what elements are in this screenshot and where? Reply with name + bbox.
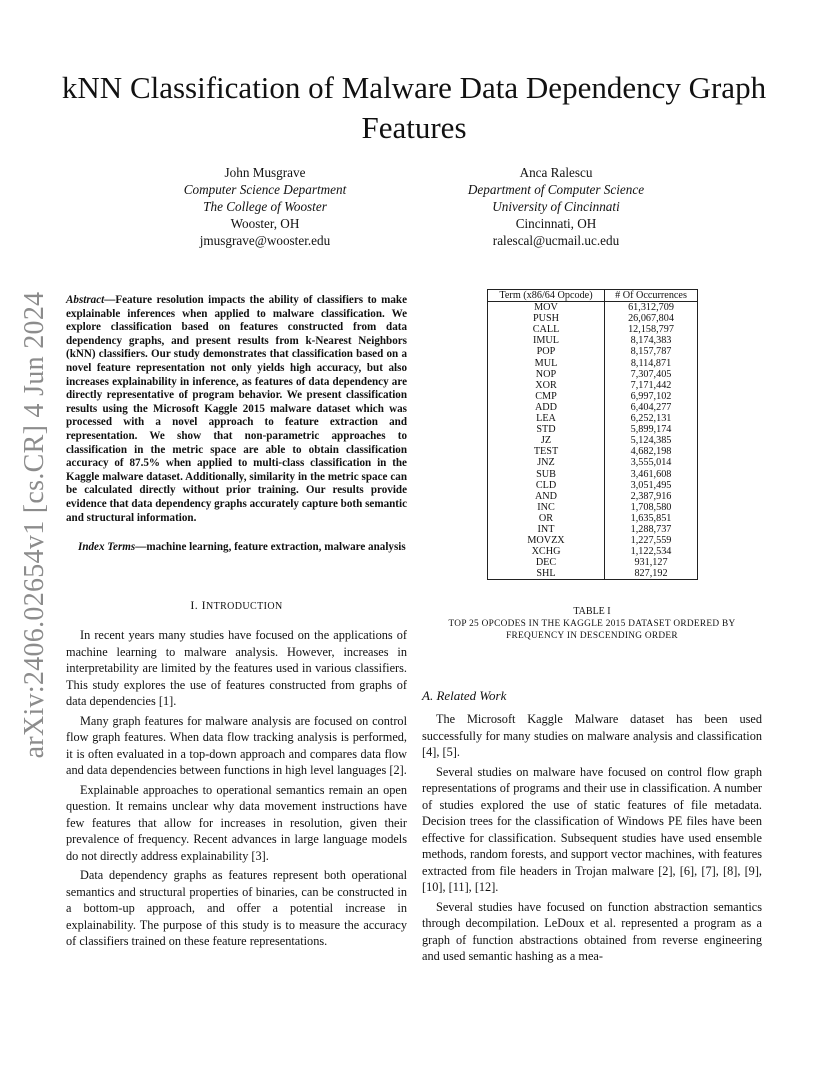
- opcode-cell: STD: [488, 424, 605, 435]
- occurrences-cell: 5,124,385: [605, 435, 698, 446]
- opcode-cell: DEC: [488, 557, 605, 568]
- table-row: [488, 557, 698, 568]
- paragraph: Several studies on malware have focused on control flow graph representations of programs and their use in classification. A number of studies explored the use of static features of file metadata. Decision trees for the classification of Windows PE files have been effective for classification. Subsequent studies have used ensemble methods, random forests, and support vector machines, with features extracted from file headers in Trojan malware [2], [6], [7], [8], [9], [10], [11], [12].: [422, 764, 762, 894]
- opcode-cell: NOP: [488, 369, 605, 380]
- opcode-cell: TEST: [488, 446, 605, 457]
- author-name: John Musgrave: [224, 165, 306, 180]
- paragraph: Several studies have focused on function abstraction semantics through decompilation. LeDoux et al. represented a program as a graph of function abstractions obtained from reverse engineering and used semantic hashing as a mea-: [422, 899, 762, 963]
- table-row: [488, 546, 698, 557]
- section-numeral: I. I: [190, 598, 206, 612]
- column-header-occurrences: # Of Occurrences: [605, 290, 698, 302]
- table-row: [488, 369, 698, 380]
- opcode-cell: MUL: [488, 358, 605, 369]
- occurrences-cell: 8,157,787: [605, 346, 698, 357]
- occurrences-cell: 7,307,405: [605, 369, 698, 380]
- occurrences-cell: 1,122,534: [605, 546, 698, 557]
- table-row: [488, 358, 698, 369]
- occurrences-cell: 2,387,916: [605, 491, 698, 502]
- opcode-cell: IMUL: [488, 335, 605, 346]
- opcode-cell: PUSH: [488, 313, 605, 324]
- occurrences-cell: 26,067,804: [605, 313, 698, 324]
- opcode-cell: MOVZX: [488, 535, 605, 546]
- table-row: [488, 413, 698, 424]
- occurrences-cell: 1,635,851: [605, 513, 698, 524]
- introduction-body: [66, 627, 407, 953]
- occurrences-cell: 3,051,495: [605, 480, 698, 491]
- author-institution: University of Cincinnati: [492, 199, 620, 214]
- opcode-cell: POP: [488, 346, 605, 357]
- table-row: [488, 302, 698, 314]
- index-terms-text: —machine learning, feature extraction, malware analysis: [135, 541, 406, 553]
- table-row: [488, 480, 698, 491]
- paragraph: Explainable approaches to operational semantics remain an open question. It remains unclear why data movement instructions have few features that allow for increases in resolution, given their prevalence of frequency. Recent advances in large language models do not directly address explainability [3].: [66, 782, 407, 863]
- occurrences-cell: 5,899,174: [605, 424, 698, 435]
- author-block-2: [406, 164, 706, 249]
- paragraph: Many graph features for malware analysis are focused on control flow graph features. When data flow tracking analysis is performed, it is often evaluated in a top-down approach and compares data flow and data dependencies between functions in high level languages [2].: [66, 713, 407, 777]
- table-row: [488, 568, 698, 580]
- table-row: [488, 335, 698, 346]
- opcode-cell: SUB: [488, 469, 605, 480]
- abstract-lead: Abstract: [66, 294, 105, 306]
- opcode-cell: XCHG: [488, 546, 605, 557]
- occurrences-cell: 6,404,277: [605, 402, 698, 413]
- table-label: TABLE I: [573, 606, 611, 617]
- author-name: Anca Ralescu: [519, 165, 593, 180]
- index-terms: [66, 541, 407, 555]
- table-row: [488, 391, 698, 402]
- occurrences-cell: 1,708,580: [605, 502, 698, 513]
- table-row: [488, 535, 698, 546]
- table-row: [488, 380, 698, 391]
- table-row: [488, 469, 698, 480]
- paragraph: The Microsoft Kaggle Malware dataset has been used successfully for many studies on malware analysis and classification [4], [5].: [422, 712, 762, 759]
- occurrences-cell: 931,127: [605, 557, 698, 568]
- opcode-cell: CALL: [488, 324, 605, 335]
- table-row: [488, 502, 698, 513]
- occurrences-cell: 3,461,608: [605, 469, 698, 480]
- author-email[interactable]: ralescal@ucmail.uc.edu: [492, 233, 620, 248]
- author-institution: The College of Wooster: [203, 199, 327, 214]
- table-row: [488, 435, 698, 446]
- occurrences-cell: 12,158,797: [605, 324, 698, 335]
- occurrences-cell: 8,114,871: [605, 358, 698, 369]
- opcode-cell: LEA: [488, 413, 605, 424]
- author-department: Computer Science Department: [183, 182, 347, 197]
- arxiv-identifier: [10, 291, 60, 759]
- occurrences-cell: 827,192: [605, 568, 698, 580]
- opcode-cell: AND: [488, 491, 605, 502]
- opcode-cell: CLD: [488, 480, 605, 491]
- opcode-cell: JZ: [488, 435, 605, 446]
- author-location: Cincinnati, OH: [515, 216, 597, 231]
- table-header-row: [488, 290, 698, 302]
- occurrences-cell: 6,997,102: [605, 391, 698, 402]
- opcode-cell: SHL: [488, 568, 605, 580]
- table-row: [488, 402, 698, 413]
- table-caption: TOP 25 OPCODES IN THE KAGGLE 2015 DATASET ORDERED BY FREQUENCY IN DESCENDING ORDER: [448, 619, 736, 641]
- table-row: [488, 513, 698, 524]
- opcode-cell: JNZ: [488, 457, 605, 468]
- paragraph: In recent years many studies have focused on the applications of machine learning to malware analysis. However, increases in interpretability are limited by the features used in various classifiers. This study explores the use of features constructed from graphs of data dependencies [1].: [66, 628, 407, 708]
- opcode-frequency-table: [487, 289, 698, 580]
- opcode-cell: INT: [488, 524, 605, 535]
- opcode-cell: XOR: [488, 380, 605, 391]
- table-row: [488, 524, 698, 535]
- occurrences-cell: 3,555,014: [605, 457, 698, 468]
- opcode-cell: CMP: [488, 391, 605, 402]
- abstract-text: —Feature resolution impacts the ability of classifiers to make explainable inferences when applied to malware classification. We explore classification based on features constructed from data dependency graphs, and present results from k-Nearest Neighbors (kNN) classifiers. Our study demonstrates that classification based on a novel feature representation not only yields high accuracy, but also increases explainability in inference, as features of data dependency are directly representative of program behavior. We present classification results using the Microsoft Kaggle 2015 malware dataset which was processed with a novel approach to feature extraction and representation. We show that non-parametric approaches to classification in the metric space are able to obtain classification accuracy of 87.5% when applied to multi-class classification in the Kaggle malware dataset. Additionally, similarity in the metric space can be calculated directly without prior training. Our results provide evidence that data dependency graphs accurately capture both semantic and structural information.: [66, 294, 407, 524]
- subsection-heading-related-work: A. Related Work: [422, 688, 507, 703]
- table-row: [488, 324, 698, 335]
- related-work-body: [422, 711, 762, 968]
- opcode-cell: OR: [488, 513, 605, 524]
- author-department: Department of Computer Science: [467, 182, 645, 197]
- occurrences-cell: 7,171,442: [605, 380, 698, 391]
- abstract: [66, 294, 407, 525]
- opcode-cell: INC: [488, 502, 605, 513]
- section-heading-text: NTRODUCTION: [205, 601, 283, 612]
- opcode-cell: MOV: [488, 302, 605, 314]
- paragraph: Data dependency graphs as features represent both operational semantics and structural properties of binaries, can be constructed in a bottom-up approach, and offer a potential increase in explainability. The purpose of this study is to measure the accuracy of classifiers trained on these feature representations.: [66, 868, 407, 948]
- table-row: [488, 424, 698, 435]
- column-header-term: Term (x86/64 Opcode): [488, 290, 605, 302]
- occurrences-cell: 4,682,198: [605, 446, 698, 457]
- section-heading-introduction: [66, 598, 407, 613]
- occurrences-cell: 61,312,709: [605, 302, 698, 314]
- occurrences-cell: 8,174,383: [605, 335, 698, 346]
- table-row: [488, 457, 698, 468]
- opcode-cell: ADD: [488, 402, 605, 413]
- table-row: [488, 313, 698, 324]
- occurrences-cell: 6,252,131: [605, 413, 698, 424]
- occurrences-cell: 1,227,559: [605, 535, 698, 546]
- author-email[interactable]: jmusgrave@wooster.edu: [199, 233, 331, 248]
- table-row: [488, 346, 698, 357]
- author-location: Wooster, OH: [230, 216, 300, 231]
- table-row: [488, 446, 698, 457]
- table-body: [488, 302, 698, 580]
- arxiv-identifier-text: arXiv:2406.02654v1 [cs.CR] 4 Jun 2024: [19, 291, 50, 759]
- index-terms-lead: Index Terms: [78, 541, 136, 553]
- author-block-1: [115, 164, 415, 249]
- table-row: [488, 491, 698, 502]
- occurrences-cell: 1,288,737: [605, 524, 698, 535]
- paper-title: kNN Classification of Malware Data Dependency Graph Features: [61, 70, 767, 145]
